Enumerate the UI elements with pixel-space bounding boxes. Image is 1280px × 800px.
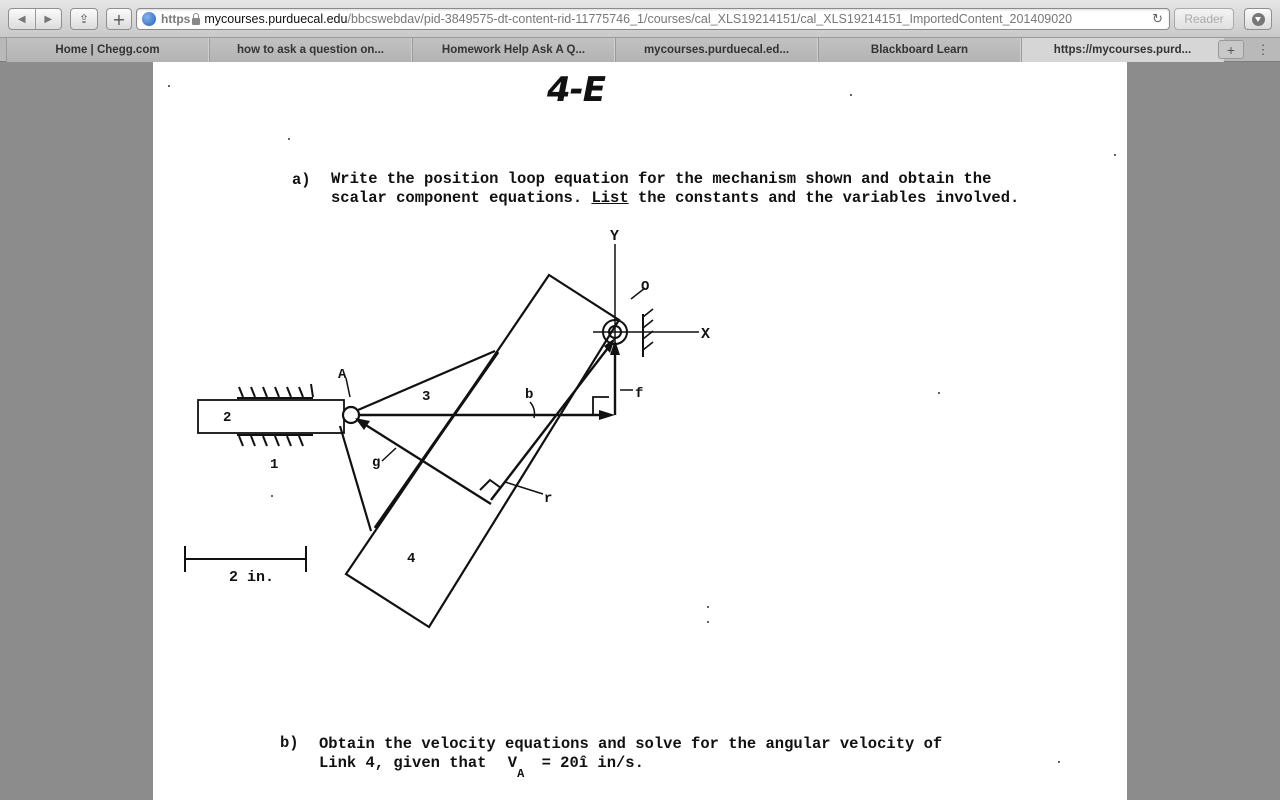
part-b-line-1: Obtain the velocity equations and solve for the angular velocity of [319, 735, 943, 753]
url-path: /bbcswebdav/pid-3849575-dt-content-rid-11775746_1/courses/cal_XLS19214151/cal_XLS19214151_ImportedContent_201409020 [347, 12, 1073, 26]
vector-b-arrowhead [599, 410, 615, 420]
share-button[interactable]: ⇪ [70, 8, 98, 30]
label-vector-r: r [544, 491, 553, 507]
downloads-button[interactable] [1244, 8, 1272, 30]
vector-r [491, 344, 611, 500]
tab-bar [0, 38, 1280, 62]
label-x-axis: X [701, 326, 711, 343]
label-link-2: 2 [223, 410, 232, 426]
label-vector-g: g [372, 455, 381, 471]
tab-overflow-button[interactable]: ⋮ [1256, 41, 1270, 57]
page-title: 4-E [547, 70, 605, 110]
velocity-equation: = 20î in/s. [541, 754, 644, 772]
tab-how-to-ask[interactable]: how to ask a question on... [209, 38, 412, 62]
right-angle-r [480, 480, 501, 490]
link-4-centerline [375, 352, 498, 528]
part-a-underlined: List [591, 188, 629, 207]
scan-specks [168, 85, 1116, 763]
tab-homework-help[interactable]: Homework Help Ask A Q... [412, 38, 615, 62]
new-tab-button[interactable]: + [1218, 40, 1244, 59]
tab-mycourses[interactable]: mycourses.purduecal.ed... [615, 38, 818, 62]
label-link-3: 3 [422, 389, 431, 405]
velocity-letter: V [507, 754, 518, 772]
label-vector-f: f [635, 386, 644, 402]
part-b-label: b) [280, 734, 299, 752]
lock-icon [192, 18, 200, 25]
label-vector-b: b [525, 387, 534, 403]
reload-icon[interactable]: ↻ [1148, 12, 1163, 27]
label-link-4: 4 [407, 551, 416, 567]
mechanism-diagram [153, 62, 1127, 800]
url-host: mycourses.purduecal.edu [204, 12, 348, 26]
vector-g [361, 422, 491, 504]
a-leader [346, 378, 350, 397]
nav-buttons [8, 8, 62, 30]
slider-2 [198, 400, 344, 433]
part-a-text-2: the constants and the variables involved. [628, 188, 1020, 207]
r-leader [505, 482, 543, 494]
link-4-body [346, 275, 619, 627]
label-point-a: A [338, 367, 347, 383]
part-b-line-2 [319, 754, 644, 782]
pivot-hatch [643, 309, 653, 350]
tab-chegg-home[interactable]: Home | Chegg.com [6, 38, 209, 62]
velocity-subscript: A [517, 767, 525, 782]
add-bookmark-button[interactable]: + [106, 8, 132, 30]
tab-blackboard[interactable]: Blackboard Learn [818, 38, 1021, 62]
part-a-text-1: Write the position loop equation for the mechanism shown and obtain the scalar component equations. [331, 170, 992, 207]
label-link-1: 1 [270, 457, 279, 473]
ground-hatch [239, 384, 313, 446]
vector-g-arrowhead [355, 418, 370, 430]
velocity-symbol [507, 754, 525, 782]
back-button[interactable]: ◀ [17, 13, 26, 25]
label-scale: 2 in. [229, 569, 275, 586]
address-bar[interactable] [136, 8, 1170, 30]
part-b-line-2-prefix: Link 4, given that [319, 754, 487, 772]
browser-toolbar [0, 0, 1280, 38]
forward-button[interactable]: ▶ [35, 9, 62, 29]
g-leader [382, 448, 396, 461]
download-icon [1252, 13, 1265, 26]
part-a-label: a) [292, 171, 311, 189]
link-3-edge-left [340, 426, 371, 531]
label-y-axis: Y [610, 228, 620, 245]
document-page [153, 62, 1127, 800]
globe-icon [142, 12, 156, 26]
reader-button[interactable]: Reader [1174, 8, 1234, 30]
https-badge: https [161, 12, 191, 26]
pin-a [343, 407, 359, 423]
label-origin: O [641, 279, 650, 295]
tab-active-mycourses[interactable]: https://mycourses.purd... [1021, 38, 1224, 62]
